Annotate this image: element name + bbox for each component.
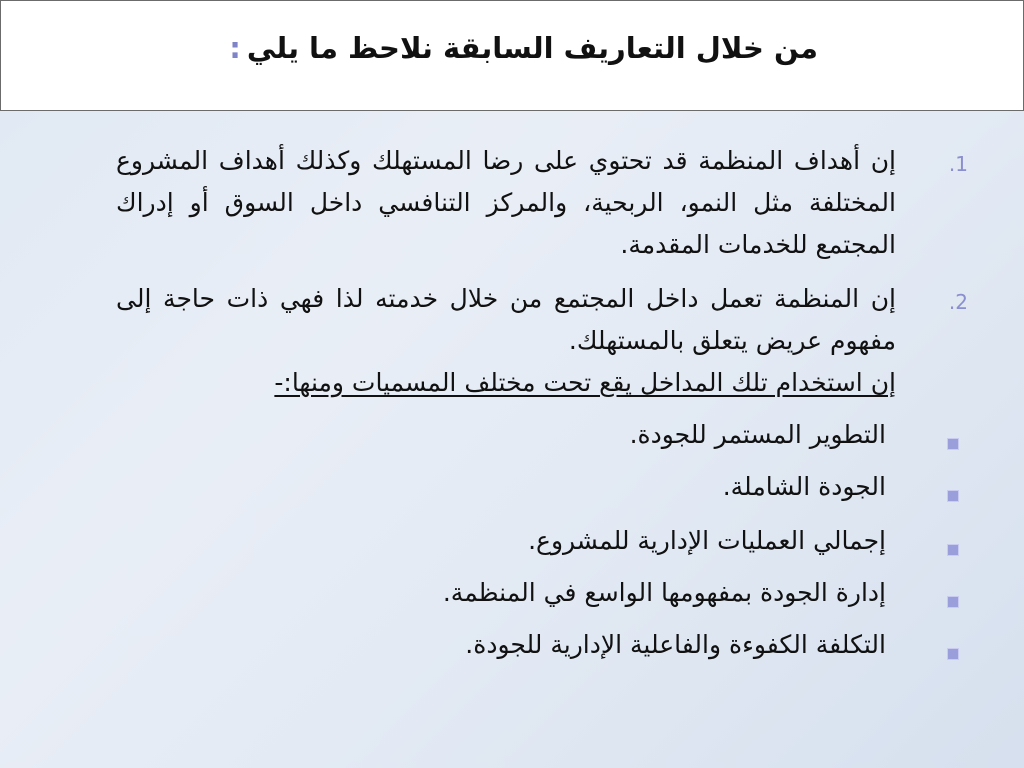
- list-number-2: .2: [948, 290, 968, 314]
- bullet-item-1: التطوير المستمر للجودة.: [629, 420, 886, 449]
- bullet-item-5: التكلفة الكفوءة والفاعلية الإدارية للجودة.: [465, 630, 886, 659]
- list-item-1-text: إن أهداف المنظمة قد تحتوي على رضا المستهلك وكذلك أهداف المشروع المختلفة مثل النمو، الربحية، والمركز التنافسي داخل السوق أو إدراك المجتمع للخدمات المقدمة.: [116, 146, 896, 259]
- bullet-item-4: إدارة الجودة بمفهومها الواسع في المنظمة.: [442, 578, 886, 607]
- bullet-marker: [947, 544, 959, 556]
- bullet-item-3: إجمالي العمليات الإدارية للمشروع.: [528, 526, 886, 555]
- title-colon: :: [229, 31, 241, 65]
- bullet-marker: [947, 648, 959, 660]
- list-item-2-text: إن المنظمة تعمل داخل المجتمع من خلال خدمته لذا فهي ذات حاجة إلى مفهوم عريض يتعلق بالمستهلك.: [116, 284, 896, 355]
- bullet-item-2: الجودة الشاملة.: [722, 472, 886, 501]
- bullet-marker: [947, 438, 959, 450]
- list-number-1: .1: [948, 152, 968, 176]
- bullet-marker: [947, 596, 959, 608]
- bullet-marker: [947, 490, 959, 502]
- slide-title-text: من خلال التعاريف السابقة نلاحظ ما يلي: [246, 31, 818, 65]
- list-item-2-underlined-text: إن استخدام تلك المداخل يقع تحت مختلف المسميات ومنها:-: [274, 368, 896, 397]
